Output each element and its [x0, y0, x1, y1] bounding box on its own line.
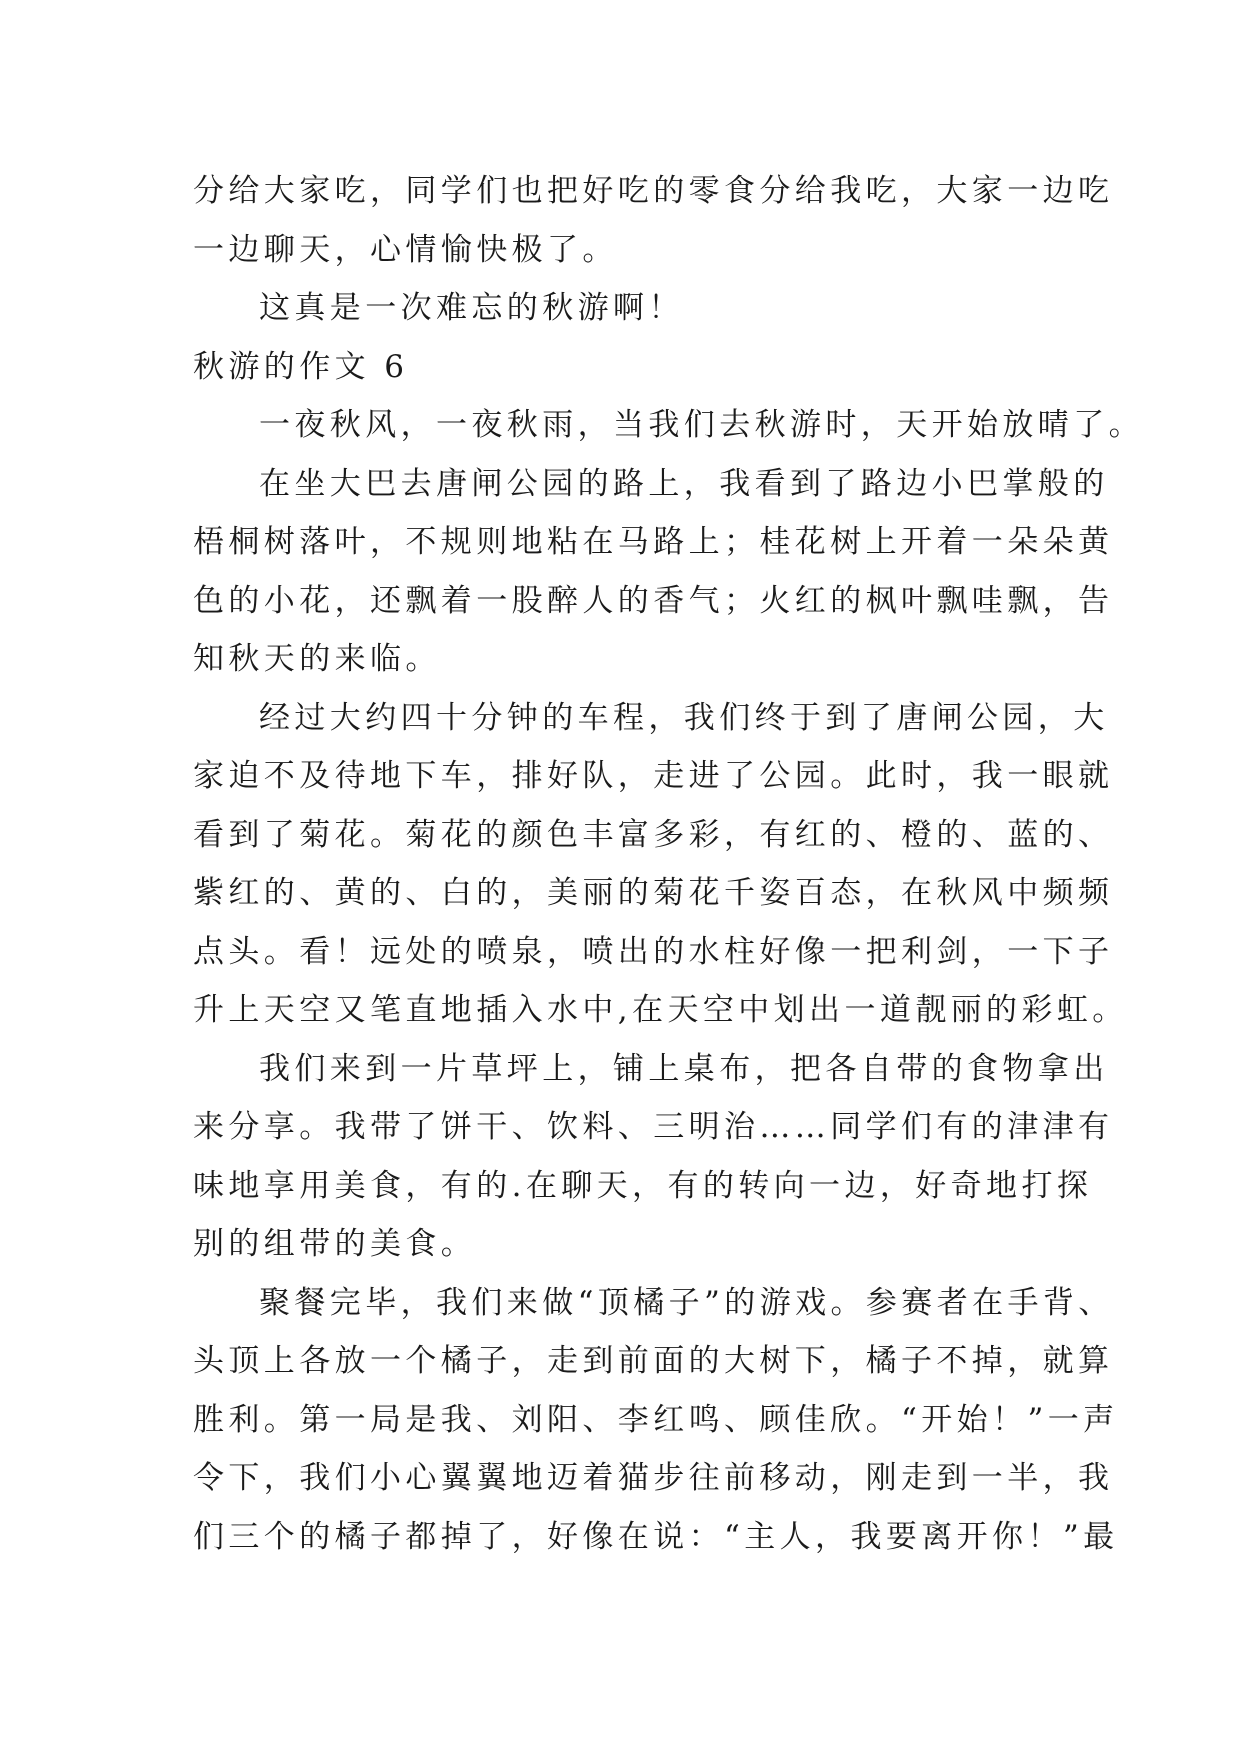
text-line: 色的小花，还飘着一股醉人的香气；火红的枫叶飘哇飘，告	[193, 582, 1114, 619]
text-line: 一边聊天，心情愉快极了。	[193, 231, 618, 268]
text-line: 紫红的、黄的、白的，美丽的菊花千姿百态，在秋风中频频	[193, 875, 1114, 911]
text-line: 味地享用美食，有的.在聊天，有的转向一边，好奇地打探	[193, 1167, 1093, 1204]
text-line: 升上天空又笔直地插入水中,在天空中划出一道靓丽的彩虹。	[193, 992, 1128, 1028]
text-line: 家迫不及待地下车，排好队，走进了公园。此时，我一眼就	[193, 758, 1114, 794]
section-title: 秋游的作文 6	[193, 348, 409, 385]
text-line: 在坐大巴去唐闸公园的路上，我看到了路边小巴掌般的	[259, 465, 1109, 502]
text-line: 知秋天的来临。	[193, 641, 441, 677]
text-line: 我们来到一片草坪上，铺上桌布，把各自带的食物拿出	[259, 1050, 1109, 1087]
text-line: 这真是一次难忘的秋游啊！	[259, 290, 684, 326]
text-line: 令下，我们小心翼翼地迈着猫步往前移动，刚走到一半，我	[193, 1460, 1114, 1496]
text-line: 点头。看！远处的喷泉，喷出的水柱好像一把利剑，一下子	[193, 933, 1114, 970]
text-line: 来分享。我带了饼干、饮料、三明治……同学们有的津津有	[193, 1109, 1114, 1145]
text-line: 梧桐树落叶，不规则地粘在马路上；桂花树上开着一朵朵黄	[193, 524, 1114, 560]
text-line: 分给大家吃，同学们也把好吃的零食分给我吃，大家一边吃	[193, 173, 1114, 209]
essay-text	[193, 162, 1144, 1566]
text-line: 胜利。第一局是我、刘阳、李红鸣、顾佳欣。“开始！”一声	[193, 1401, 1119, 1438]
text-line: 们三个的橘子都掉了，好像在说：“主人，我要离开你！”最	[193, 1518, 1119, 1555]
text-line: 看到了菊花。菊花的颜色丰富多彩，有红的、橙的、蓝的、	[193, 816, 1114, 853]
text-line: 别的组带的美食。	[193, 1226, 477, 1262]
text-line: 头顶上各放一个橘子，走到前面的大树下，橘子不掉，就算	[193, 1343, 1114, 1379]
text-line: 聚餐完毕，我们来做“顶橘子”的游戏。参赛者在手背、	[259, 1284, 1114, 1321]
text-line: 一夜秋风，一夜秋雨，当我们去秋游时，天开始放晴了。	[259, 407, 1144, 443]
text-line: 经过大约四十分钟的车程，我们终于到了唐闸公园，大	[259, 699, 1109, 736]
